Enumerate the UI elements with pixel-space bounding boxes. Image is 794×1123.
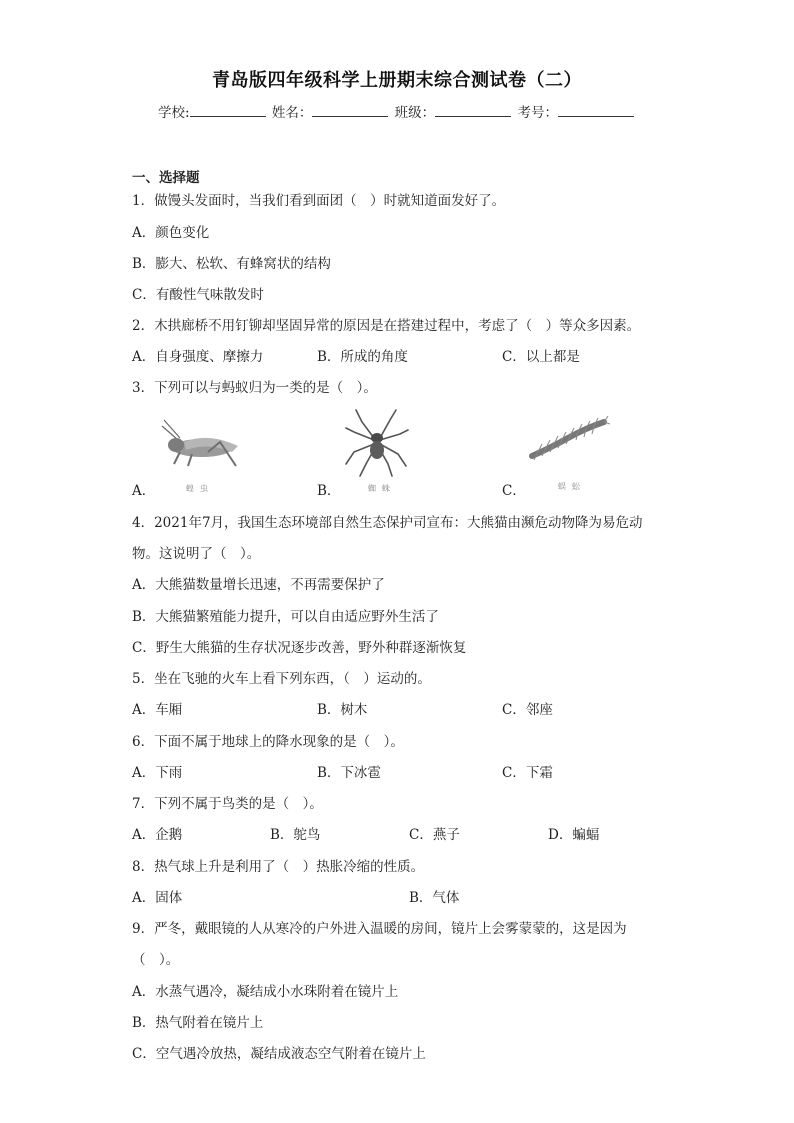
- question-7-option-a[interactable]: A．企鹅: [132, 827, 183, 843]
- question-3-stem: 3．下列可以与蚂蚁归为一类的是（ ）。: [132, 380, 377, 396]
- question-8-option-b[interactable]: B．气体: [409, 890, 460, 906]
- question-9-option-b[interactable]: B．热气附着在镜片上: [132, 1015, 264, 1031]
- school-blank[interactable]: [190, 105, 266, 117]
- question-7-option-b[interactable]: B．鸵鸟: [270, 827, 321, 843]
- school-label: 学校:: [158, 105, 190, 121]
- name-label: 姓名：: [271, 105, 313, 121]
- question-7-stem: 7．下列不属于鸟类的是（ ）。: [132, 796, 323, 812]
- question-4-option-b[interactable]: B．大熊猫繁殖能力提升，可以自由适应野外生活了: [132, 609, 439, 625]
- name-blank[interactable]: [312, 105, 388, 117]
- question-9-stem-continued: （ ）。: [132, 952, 180, 968]
- question-3-option-c[interactable]: C．: [502, 483, 526, 499]
- spider-image: [342, 408, 412, 478]
- grasshopper-image: [158, 412, 244, 474]
- question-7-option-c[interactable]: C．燕子: [409, 827, 460, 843]
- question-6-option-c[interactable]: C．下霜: [502, 765, 553, 781]
- page-title: 青岛版四年级科学上册期末综合测试卷（二）: [212, 70, 582, 91]
- number-label: 考号：: [517, 105, 558, 121]
- question-5-option-c[interactable]: C．邻座: [502, 702, 553, 718]
- question-1-option-a[interactable]: A．颜色变化: [132, 225, 210, 241]
- question-4-stem-continued: 物。这说明了（ ）。: [132, 546, 261, 562]
- question-9-option-a[interactable]: A．水蒸气遇冷，凝结成小水珠附着在镜片上: [132, 984, 399, 1000]
- question-6-stem: 6．下面不属于地球上的降水现象的是（ ）。: [132, 734, 404, 750]
- question-5-stem: 5．坐在飞驰的火车上看下列东西，（ ）运动的。: [132, 671, 431, 687]
- question-8-option-a[interactable]: A．固体: [132, 890, 183, 906]
- question-2-option-b[interactable]: B．所成的角度: [317, 349, 408, 365]
- grasshopper-caption: 蝗虫: [186, 484, 214, 493]
- question-1-stem: 1．做馒头发面时，当我们看到面团（ ）时就知道面发好了。: [132, 193, 506, 209]
- question-2-stem: 2．木拱廊桥不用钉铆却坚固异常的原因是在搭建过程中，考虑了（ ）等众多因素。: [132, 318, 641, 334]
- question-7-option-d[interactable]: D．蝙蝠: [548, 827, 600, 843]
- centipede-caption: 蜈蚣: [558, 482, 586, 491]
- question-9-stem: 9．严冬，戴眼镜的人从寒冷的户外进入温暖的房间，镜片上会雾蒙蒙的，这是因为: [132, 921, 627, 937]
- question-9-option-c[interactable]: C．空气遇冷放热，凝结成液态空气附着在镜片上: [132, 1046, 426, 1062]
- question-6-option-b[interactable]: B．下冰雹: [317, 765, 381, 781]
- question-1-option-b[interactable]: B．膨大、松软、有蜂窝状的结构: [132, 256, 331, 272]
- number-blank[interactable]: [558, 105, 634, 117]
- question-5-option-b[interactable]: B．树木: [317, 702, 368, 718]
- question-2-option-a[interactable]: A．自身强度、摩擦力: [132, 349, 264, 365]
- section-title: 一、选择题: [132, 170, 200, 186]
- question-5-option-a[interactable]: A．车厢: [132, 702, 183, 718]
- question-4-stem: 4．2021年7月，我国生态环境部自然生态保护司宣布：大熊猫由濒危动物降为易危动: [132, 515, 643, 531]
- question-4-option-c[interactable]: C．野生大熊猫的生存状况逐步改善，野外种群逐渐恢复: [132, 640, 467, 656]
- student-info-row: [0, 101, 794, 121]
- question-8-stem: 8．热气球上升是利用了（ ）热胀冷缩的性质。: [132, 859, 425, 875]
- question-3-option-a[interactable]: A．: [132, 483, 156, 499]
- spider-caption: 蜘蛛: [368, 484, 396, 493]
- question-6-option-a[interactable]: A．下雨: [132, 765, 183, 781]
- centipede-image: [528, 414, 610, 462]
- class-blank[interactable]: [435, 105, 511, 117]
- question-3-option-b[interactable]: B．: [317, 483, 341, 499]
- question-2-option-c[interactable]: C．以上都是: [502, 349, 580, 365]
- class-label: 班级：: [394, 105, 436, 121]
- question-4-option-a[interactable]: A．大熊猫数量增长迅速，不再需要保护了: [132, 577, 385, 593]
- question-1-option-c[interactable]: C．有酸性气味散发时: [132, 287, 264, 303]
